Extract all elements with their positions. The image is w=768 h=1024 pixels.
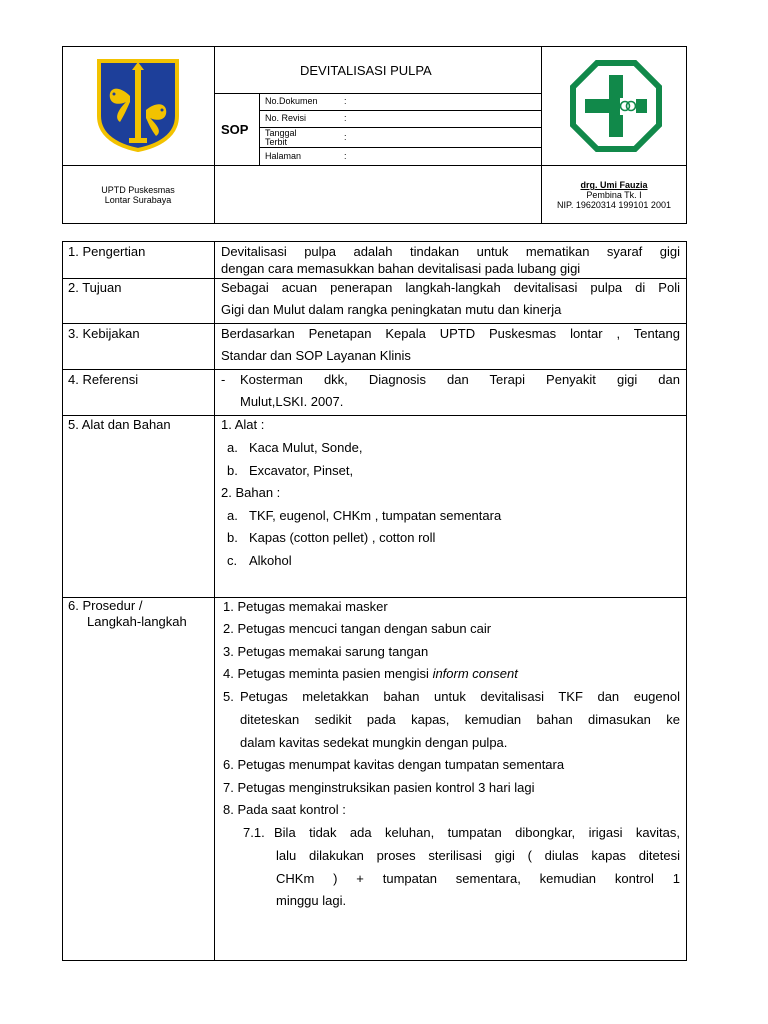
sop-label: SOP (221, 122, 249, 137)
list-marker: b. (227, 530, 238, 545)
signer-rank: Pembina Tk. I (586, 190, 642, 200)
section-label-pengertian: 1. Pengertian (68, 244, 146, 259)
divider (259, 93, 260, 165)
meta-label-terbit: Terbit (265, 137, 288, 147)
referensi-dash: - (221, 372, 226, 387)
divider (214, 93, 541, 94)
section-label-referensi: 4. Referensi (68, 372, 139, 387)
substep-line: CHKm ) + tumpatan sementara, kemudian kontrol 1 (276, 871, 680, 886)
pengertian-line: Devitalisasi pulpa adalah tindakan untuk mematikan syaraf gigi (221, 244, 680, 259)
divider (62, 278, 687, 279)
substep-line: minggu lagi. (276, 893, 347, 908)
referensi-line: Mulut,LSKI. 2007. (240, 394, 344, 409)
divider (214, 46, 215, 224)
alat-heading: 1. Alat : (221, 417, 265, 432)
list-marker: a. (227, 508, 238, 523)
tujuan-line: Sebagai acuan penerapan langkah-langkah devitalisasi pulpa di Poli (221, 280, 680, 295)
step-number: 5. (223, 689, 234, 704)
prosedur-step (223, 666, 518, 681)
prosedur-step-line: dalam kavitas sedekat mungkin dengan pulpa. (240, 735, 508, 750)
meta-sep: : (344, 113, 347, 123)
divider (259, 127, 541, 128)
section-label-kebijakan: 3. Kebijakan (68, 326, 140, 341)
prosedur-step-emphasis: inform consent (432, 666, 518, 681)
prosedur-step: 8. Pada saat kontrol : (223, 802, 346, 817)
surabaya-crest-logo (96, 58, 180, 152)
divider (62, 369, 687, 370)
divider (259, 110, 541, 111)
substep-number: 7.1. (243, 825, 265, 840)
bahan-item: TKF, eugenol, CHKm , tumpatan sementara (249, 508, 502, 523)
alat-item: Excavator, Pinset, (249, 463, 354, 478)
prosedur-step: 6. Petugas menumpat kavitas dengan tumpatan sementara (223, 757, 565, 772)
prosedur-step: 3. Petugas memakai sarung tangan (223, 644, 429, 659)
divider (214, 241, 215, 961)
section-label-alat-bahan: 5. Alat dan Bahan (68, 417, 171, 432)
prosedur-step: 1. Petugas memakai masker (223, 599, 388, 614)
divider (62, 323, 687, 324)
meta-sep: : (344, 151, 347, 161)
tujuan-line: Gigi dan Mulut dalam rangka peningkatan mutu dan kinerja (221, 302, 562, 317)
divider (62, 165, 687, 166)
divider (259, 147, 541, 148)
section-label-tujuan: 2. Tujuan (68, 280, 122, 295)
org-name-line2: Lontar Surabaya (104, 195, 172, 205)
prosedur-step: 7. Petugas menginstruksikan pasien kontrol 3 hari lagi (223, 780, 535, 795)
bahan-item: Alkohol (249, 553, 292, 568)
meta-label-no-revisi: No. Revisi (265, 113, 307, 123)
substep-line: lalu dilakukan proses sterilisasi gigi ( diulas kapas ditetesi (276, 848, 680, 863)
meta-label-tanggal: Tanggal (265, 128, 297, 138)
org-name-line1: UPTD Puskesmas (101, 185, 175, 195)
document-title: DEVITALISASI PULPA (300, 63, 432, 78)
bahan-item: Kapas (cotton pellet) , cotton roll (249, 530, 436, 545)
list-marker: a. (227, 440, 238, 455)
list-marker: c. (227, 553, 238, 568)
prosedur-step-line: Petugas meletakkan bahan untuk devitalisasi TKF dan eugenol (240, 689, 680, 704)
prosedur-step: 2. Petugas mencuci tangan dengan sabun cair (223, 621, 492, 636)
section-label-prosedur-line2: Langkah-langkah (87, 614, 187, 629)
list-marker: b. (227, 463, 238, 478)
divider (62, 415, 687, 416)
meta-sep: : (344, 96, 347, 106)
bahan-heading: 2. Bahan : (221, 485, 281, 500)
signer-nip: NIP. 19620314 199101 2001 (557, 200, 671, 210)
prosedur-step-line: diteteskan sedikit pada kapas, kemudian bahan dimasukan ke (240, 712, 680, 727)
meta-sep: : (344, 132, 347, 142)
meta-label-halaman: Halaman (265, 151, 302, 161)
divider (62, 597, 687, 598)
section-label-prosedur: 6. Prosedur / (68, 598, 143, 613)
signer-name: drg. Umi Fauzia (580, 180, 648, 190)
prosedur-step-text: 4. Petugas meminta pasien mengisi (223, 666, 433, 681)
alat-item: Kaca Mulut, Sonde, (249, 440, 363, 455)
kebijakan-line: Berdasarkan Penetapan Kepala UPTD Puskesmas lontar , Tentang (221, 326, 680, 341)
pengertian-line: dengan cara memasukkan bahan devitalisasi pada lubang gigi (221, 261, 581, 276)
substep-line: Bila tidak ada keluhan, tumpatan dibongkar, irigasi kavitas, (274, 825, 680, 840)
meta-label-no-dokumen: No.Dokumen (265, 96, 318, 106)
kebijakan-line: Standar dan SOP Layanan Klinis (221, 348, 411, 363)
puskesmas-logo (570, 60, 662, 152)
referensi-line: Kosterman dkk, Diagnosis dan Terapi Penyakit gigi dan (240, 372, 680, 387)
